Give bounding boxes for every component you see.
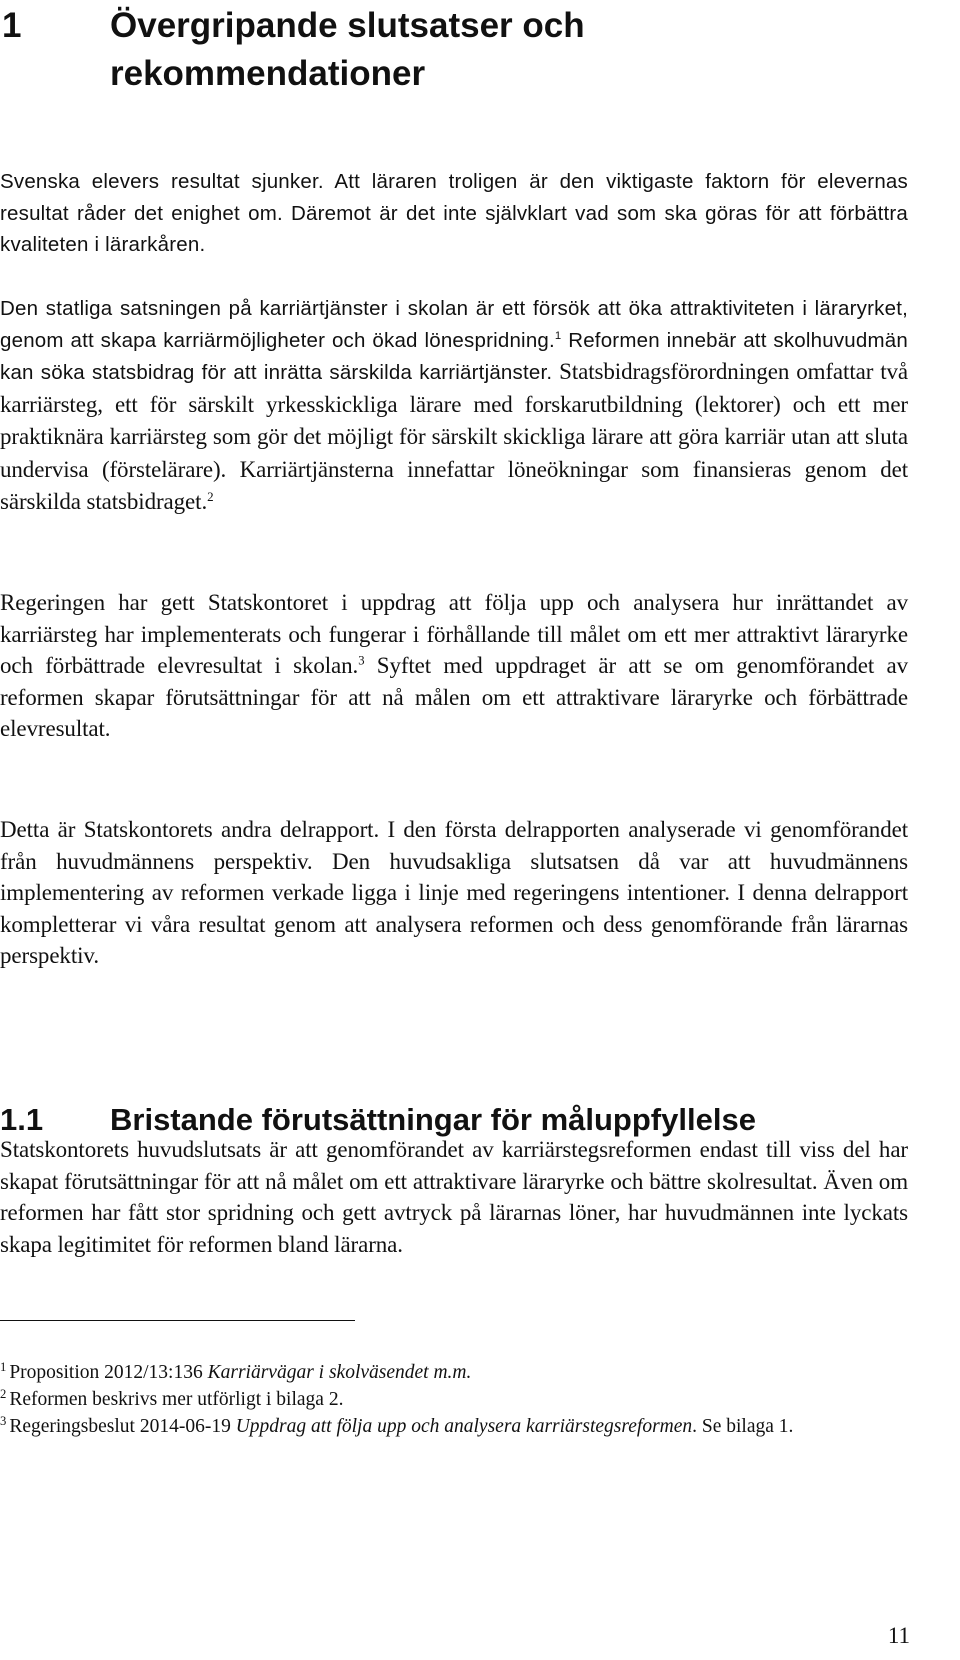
paragraph-assignment [0,587,908,745]
paragraph-report-text: Detta är Statskontorets andra delrapport. I den första delrapporten analyserade vi genomförandet från huvudmännens perspektiv. Den huvudsakliga slutsatsen då var att huvudmännens implementering av reformen verkade ligga i linje med regeringens intentioner. I denna delrapport kompletterar vi våra resultat genom att analysera reformen och dess genomförande från lärarnas perspektiv. [0,817,908,968]
paragraph-intro-text: Svenska elevers resultat sjunker. Att läraren troligen är den viktigaste faktorn för elevernas resultat råder det enighet om. Däremot är det inte självklart vad som ska göras för att förbättra kvaliteten i lärarkåren. [0,170,908,256]
chapter-title: Övergripande slutsatser och rekommendationer [110,6,585,93]
page-number: 11 [887,1623,910,1648]
paragraph-reform-text-3: Statsbidragsförordningen omfattar två karriärsteg, ett för särskilt yrkesskickliga lärare med forskarutbildning (lektorer) och ett mer praktiknära karriärsteg som gör det möjligt för särskilt skickliga lärare att göra karriär utan att sluta undervisa (förstelärare). Karriärtjänsterna innefattar löneökningar som finansieras genom det särskilda statsbidraget. [0,359,908,514]
footnote-2 [0,1386,910,1413]
footnote-number: 1 [0,1359,7,1374]
section-title: Bristande förutsättningar för måluppfyllelse [110,1102,756,1137]
footnote-ref-2[interactable]: 2 [207,489,214,505]
paragraph-intro [0,166,908,261]
paragraph-report [0,814,908,972]
paragraph-reform [0,293,908,519]
footnote-italic-title: Karriärvägar i skolväsendet m.m. [207,1362,472,1383]
footnote-text: Reformen beskrivs mer utförligt i bilaga 2. [9,1389,344,1410]
footnote-ref-1[interactable]: 1 [554,329,562,342]
footnote-number: 3 [0,1413,7,1428]
paragraph-reform-text-2: Reformen innebär att skolhuvudmän kan söka statsbidrag för att inrätta särskilda karriärtjänster. [0,328,908,384]
paragraph-reform-text-1: Den statliga satsningen på karriärtjänster i skolan är ett försök att öka attraktiviteten i läraryrket, genom att skapa karriärmöjligheter och ökad lönespridning. [0,297,908,352]
paragraph-assignment-text-2: Syftet med uppdraget är att se om genomförandet av reformen skapar förutsättningar för att nå målen om ett attraktivare läraryrke och förbättrade elevresultat. [0,653,908,741]
footnote-number: 2 [0,1386,7,1401]
paragraph-main-conclusion [0,1134,908,1260]
footnotes [0,1359,910,1440]
footnote-after: . Se bilaga 1. [692,1416,794,1437]
chapter-heading [0,2,900,98]
paragraph-main-conclusion-text: Statskontorets huvudslutsats är att genomförandet av karriärstegsreformen endast till viss del har skapat förutsättningar för att nå målet om ett attraktivare läraryrke och bättre skolresultat. Även om reformen har fått stor spridning och gett avtryck på lärarnas löner, har huvudmännen inte lyckats skapa legitimitet för reformen bland lärarna. [0,1137,908,1257]
footnote-3 [0,1413,910,1440]
footnote-ref-3[interactable]: 3 [358,653,365,668]
footnote-italic-title: Uppdrag att följa upp och analysera karriärstegsreformen [235,1416,693,1437]
section-number: 1.1 [0,1102,44,1137]
footnote-1 [0,1359,910,1386]
paragraph-assignment-text-1: Regeringen har gett Statskontoret i uppdrag att följa upp och analysera hur inrättandet av karriärsteg har implementerats och fungerar i förhållande till målet om ett mer attraktivt läraryrke och förbättrade elevresultat i skolan. [0,590,908,678]
footnote-text: Regeringsbeslut 2014-06-19 [9,1416,236,1437]
chapter-number: 1 [2,6,22,45]
footnote-separator [0,1320,355,1321]
footnote-text: Proposition 2012/13:136 [9,1362,208,1383]
